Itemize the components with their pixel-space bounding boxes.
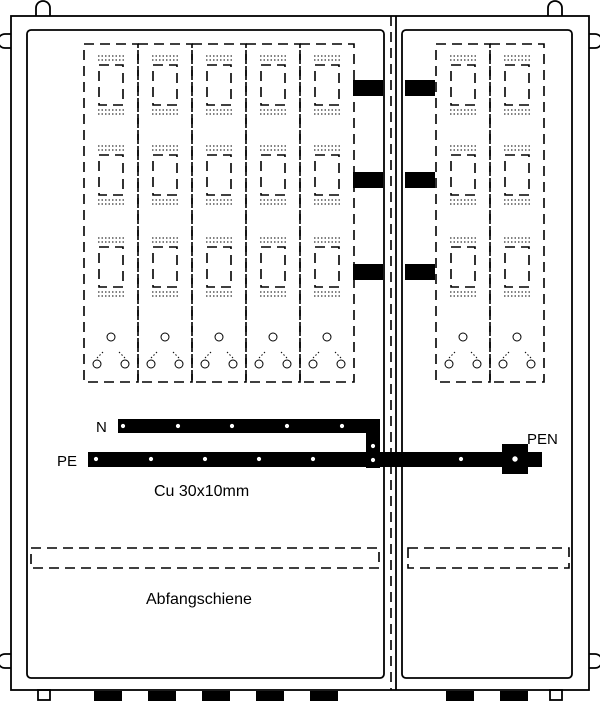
terminal-screw (459, 333, 467, 341)
terminal-screw (147, 360, 155, 368)
terminal-screw (499, 360, 507, 368)
fuse-holder (207, 155, 231, 195)
terminal-screw (513, 333, 521, 341)
pe-busbar (88, 452, 366, 467)
fuse-holder (153, 155, 177, 195)
fuse-holder (153, 65, 177, 105)
pen-busbar (380, 444, 542, 474)
terminal-screw (107, 333, 115, 341)
n-label: N (96, 419, 107, 436)
fuse-holder (315, 247, 339, 287)
fuse-column-6 (436, 44, 490, 382)
fuse-holder (505, 247, 529, 287)
connection-bars (353, 80, 435, 280)
terminal-screw (255, 360, 263, 368)
fuse-column-3 (192, 44, 246, 382)
fuse-holder (261, 65, 285, 105)
fuse-holder (261, 247, 285, 287)
terminal-screw (323, 333, 331, 341)
fuse-column-group-right (436, 44, 544, 382)
fuse-holder (207, 247, 231, 287)
terminal-screw (201, 360, 209, 368)
fuse-column-4 (246, 44, 300, 382)
terminal-screw (283, 360, 291, 368)
fuse-column-1 (84, 44, 138, 382)
terminal-screw (215, 333, 223, 341)
pen-label: PEN (527, 431, 558, 448)
fuse-column-2 (138, 44, 192, 382)
terminal-screw (229, 360, 237, 368)
catch-rail-label: Abfangschiene (146, 591, 252, 608)
terminal-screw (175, 360, 183, 368)
fuse-column-7 (490, 44, 544, 382)
fuse-holder (99, 155, 123, 195)
fuse-holder (99, 65, 123, 105)
terminal-screw (269, 333, 277, 341)
catch-rails (31, 548, 569, 568)
fuse-holder (451, 155, 475, 195)
fuse-holder (261, 155, 285, 195)
fuse-holder (153, 247, 177, 287)
fuse-holder (99, 247, 123, 287)
fuse-column-group-left (84, 44, 354, 382)
fuse-holder (451, 65, 475, 105)
terminal-screw (527, 360, 535, 368)
cable-entries (94, 691, 528, 701)
terminal-screw (121, 360, 129, 368)
fuse-holder (315, 155, 339, 195)
fuse-holder (207, 65, 231, 105)
terminal-screw (309, 360, 317, 368)
top-lifting-eyes (36, 1, 562, 16)
terminal-screw (93, 360, 101, 368)
fuse-holder (315, 65, 339, 105)
fuse-holder (451, 247, 475, 287)
terminal-screw (473, 360, 481, 368)
fuse-holder (505, 65, 529, 105)
busbar-spec-label: Cu 30x10mm (154, 483, 250, 500)
terminal-screw (337, 360, 345, 368)
fuse-holder (505, 155, 529, 195)
terminal-screw (445, 360, 453, 368)
pe-label: PE (57, 453, 78, 470)
fuse-column-5 (300, 44, 354, 382)
terminal-screw (161, 333, 169, 341)
